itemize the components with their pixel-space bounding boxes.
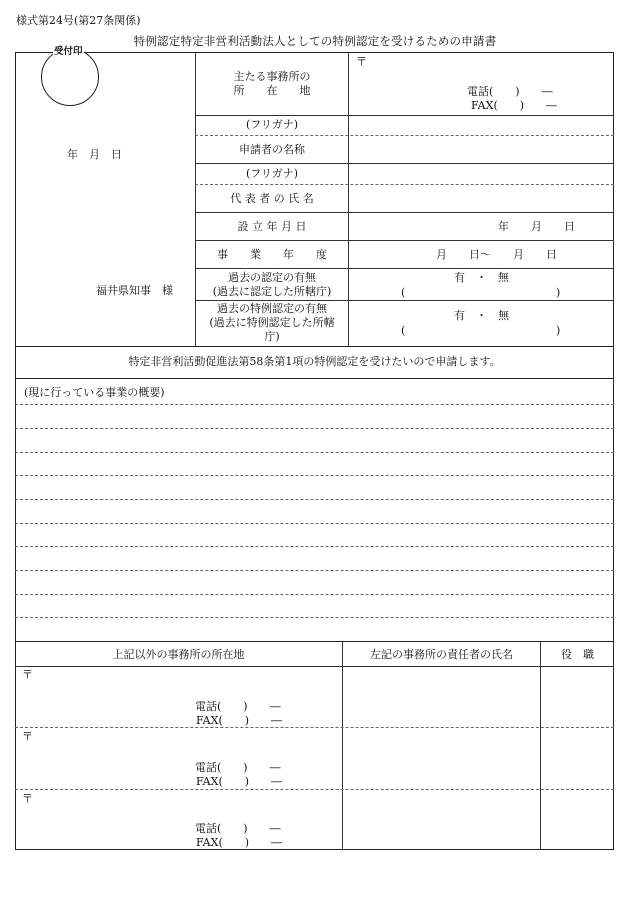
- section-divider: [15, 346, 614, 347]
- row-divider: [195, 163, 614, 164]
- row-divider: [195, 212, 614, 213]
- summary-line: [15, 499, 614, 500]
- summary-line: [15, 523, 614, 524]
- office-postal-mark: 〒: [356, 55, 367, 68]
- summary-line: [15, 594, 614, 595]
- summary-line: [15, 546, 614, 547]
- office-row-divider: [15, 789, 614, 790]
- application-statement: 特定非営利活動促進法第58条第1項の特例認定を受けたいので申請します。: [128, 355, 501, 368]
- past-special-choice[interactable]: 有 ・ 無: [454, 309, 509, 322]
- office-manager-name-header: 左記の事務所の責任者の氏名: [370, 648, 513, 661]
- office-address-label: 主たる事務所の: [233, 70, 311, 83]
- furigana-label-2: (フリガナ): [245, 167, 299, 180]
- past-special-label-3: 庁): [264, 330, 280, 343]
- divider-office-title-column: [540, 641, 541, 850]
- addressee: 福井県知事 様: [96, 284, 173, 297]
- past-cert-label: 過去の認定の有無: [228, 271, 316, 284]
- other-office-phone[interactable]: 電話( ) ―: [195, 761, 281, 774]
- form-title: 特例認定特定非営利活動法人としての特例認定を受けるための申請書: [133, 34, 497, 48]
- header-divider: [15, 666, 614, 667]
- section-divider: [15, 641, 614, 642]
- summary-line: [15, 617, 614, 618]
- business-year-value[interactable]: 月 日～ 月 日: [436, 248, 557, 261]
- row-divider: [195, 240, 614, 241]
- summary-line: [15, 428, 614, 429]
- past-special-paren-open: (: [401, 324, 406, 337]
- established-date-label: 設 立 年 月 日: [237, 220, 307, 233]
- office-address-label-2: 所 在 地: [233, 84, 311, 97]
- office-fax[interactable]: FAX( ) ―: [471, 99, 558, 112]
- other-office-postal-mark: 〒: [22, 668, 33, 681]
- other-office-phone[interactable]: 電話( ) ―: [195, 822, 281, 835]
- past-cert-label-2: (過去に認定した所轄庁): [212, 285, 332, 298]
- established-date-value[interactable]: 年 月 日: [498, 220, 575, 233]
- row-divider: [195, 268, 614, 269]
- applicant-name-label: 申請者の名称: [239, 143, 305, 156]
- past-cert-paren-open: (: [401, 286, 406, 299]
- business-year-label: 事 業 年 度: [217, 248, 327, 261]
- section-divider: [15, 378, 614, 379]
- form-number: 様式第24号(第27条関係): [16, 14, 141, 27]
- summary-line: [15, 452, 614, 453]
- row-divider: [195, 300, 614, 301]
- office-manager-title-header: 役 職: [561, 648, 594, 661]
- reception-stamp-label: 受付印: [53, 43, 84, 57]
- other-office-fax[interactable]: FAX( ) ―: [196, 714, 283, 727]
- past-special-paren-close: ): [556, 324, 561, 337]
- furigana-label-1: (フリガナ): [245, 118, 299, 131]
- other-office-fax[interactable]: FAX( ) ―: [196, 775, 283, 788]
- office-phone[interactable]: 電話( ) ―: [467, 85, 553, 98]
- other-office-postal-mark: 〒: [22, 730, 33, 743]
- past-special-label-2: (過去に特例認定した所轄: [209, 316, 335, 329]
- summary-line: [15, 404, 614, 405]
- summary-line: [15, 570, 614, 571]
- divider-value-column: [348, 53, 349, 347]
- past-cert-choice[interactable]: 有 ・ 無: [454, 271, 509, 284]
- other-office-postal-mark: 〒: [22, 792, 33, 805]
- representative-name-label: 代 表 者 の 氏 名: [230, 192, 314, 205]
- summary-line: [15, 475, 614, 476]
- business-summary-label: (現に行っている事業の概要): [24, 386, 165, 399]
- row-divider: [195, 115, 614, 116]
- past-special-label: 過去の特例認定の有無: [217, 302, 327, 315]
- row-divider-dashed: [195, 135, 614, 136]
- application-date: 年 月 日: [67, 148, 122, 161]
- other-office-fax[interactable]: FAX( ) ―: [196, 836, 283, 849]
- past-cert-paren-close: ): [556, 286, 561, 299]
- other-office-address-header: 上記以外の事務所の所在地: [112, 648, 245, 661]
- row-divider-dashed: [195, 184, 614, 185]
- office-row-divider: [15, 727, 614, 728]
- divider-office-name-column: [342, 641, 343, 850]
- other-office-phone[interactable]: 電話( ) ―: [195, 700, 281, 713]
